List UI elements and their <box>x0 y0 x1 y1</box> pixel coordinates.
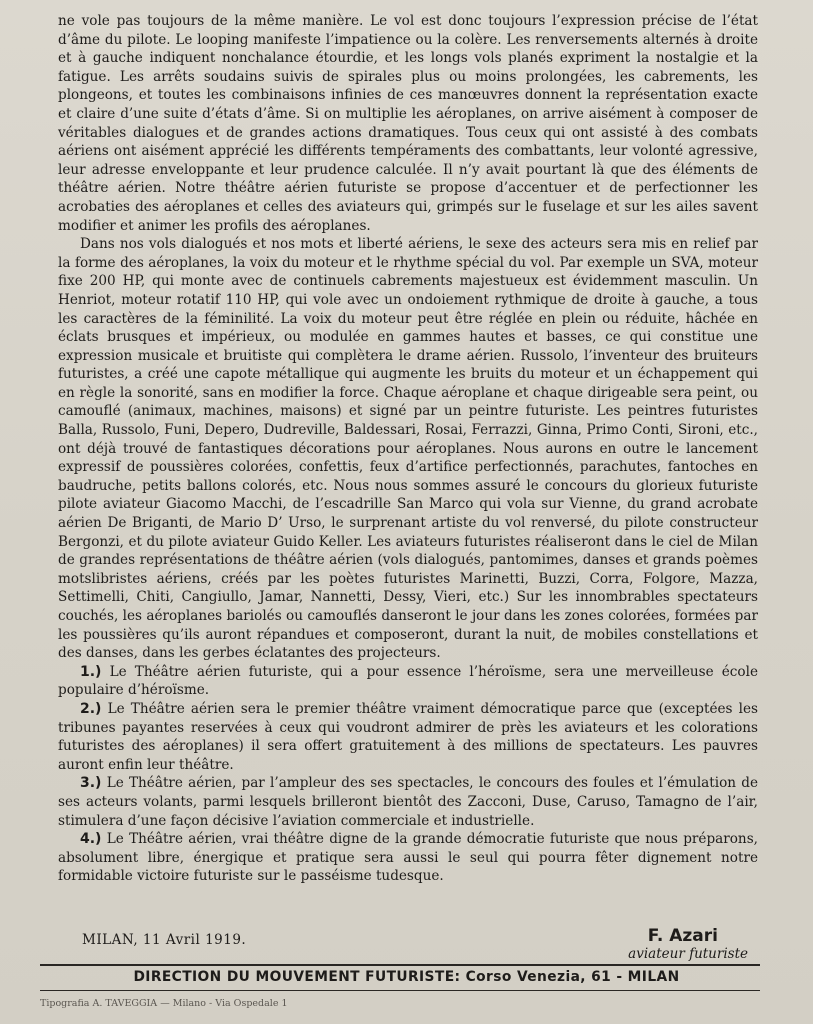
numbered-item-2 <box>58 700 758 774</box>
item-text: Le Théâtre aérien, par l’ampleur des ses spectacles, le concours des foules et l’émulation de ses acteurs volants, parmi lesquels brilleront bientôt des Zacconi, Duse, Caruso, Tamagno de l’air, stimulera d’une façon décisive l’aviation commerciale et industrielle. <box>58 775 758 829</box>
paragraph-1: ne vole pas toujours de la même manière. Le vol est donc toujours l’expression précise de l’état d’âme du pilote. Le looping manifeste l’impatience ou la colère. Les renversements alternés à droite et à gauche indiquent nonchalance étourdie, et les longs vols planés expriment la nostalgie et la fatigue. Les arrêts soudains suivis de spirales plus ou moins prolongées, les cabrements, les plongeons, et toutes les combinaisons infinies de ces manœuvres donnent la représentation exacte et claire d’une suite d’états d’âme. Si on multiplie les aéroplanes, on arrive aisément à composer de véritables dialogues et de grandes actions dramatiques. Tous ceux qui ont assisté à des combats aériens ont aisément apprécié les différents tempéraments des combattants, leur volonté agressive, leur adresse enveloppante et leur prudence calculée. Il n’y avait pourtant là que des éléments de théâtre aérien. Notre théâtre aérien futuriste se propose d’accentuer et de perfectionner les acrobaties des aéroplanes et celles des aviateurs qui, grimpés sur le fuselage et sur les ailes savent modifier et animer les profils des aéroplanes. <box>58 13 758 234</box>
item-text: Le Théâtre aérien futuriste, qui a pour essence l’héroïsme, sera une merveilleuse école populaire d’héroïsme. <box>58 663 758 699</box>
date-line: MILAN, 11 Avril 1919. <box>82 932 247 948</box>
footer-divider-bottom <box>40 990 760 991</box>
item-number: 3.) <box>80 775 102 792</box>
printer-credit: Tipografia A. TAVEGGIA — Milano - Via Ospedale 1 <box>40 998 288 1009</box>
numbered-item-4 <box>58 830 758 886</box>
item-number: 2.) <box>80 700 102 717</box>
paragraph-2: Dans nos vols dialogués et nos mots et liberté aériens, le sexe des acteurs sera mis en relief par la forme des aéroplanes, la voix du moteur et le rhythme spécial du vol. Par exemple un SVA, moteur fixe 200 HP, qui monte avec de continuels cabrements majestueux est évidemment masculin. Un Henriot, moteur rotatif 110 HP, qui vole avec un ondoiement rythmique de droite à gauche, a tous les caractères de la féminilité. La voix du moteur peut être réglée en plein ou réduite, hâchée en éclats brusques et impérieux, ou modulée en gammes hautes et basses, ce qui constitue une expression musicale et bruitiste qui complètera le drame aérien. Russolo, l’inventeur des bruiteurs futuristes, a créé une capote métallique qui augmente les bruits du moteur et un échappement qui en règle la sonorité, sans en modifier la force. Chaque aéroplane et chaque dirigeable sera peint, ou camouflé (animaux, machines, maisons) et signé par un peintre futuriste. Les peintres futuristes Balla, Russolo, Funi, Depero, Dudreville, Baldessari, Rosai, Ferrazzi, Ginna, Primo Conti, Sironi, etc., ont déjà trouvé de fantastiques décorations pour aéroplanes. Nous aurons en outre le lancement expressif de poussières colorées, confettis, feux d’artifice perfectionnés, parachutes, fantoches en baudruche, petits ballons colorés, etc. Nous nous sommes assuré le concours du glorieux futuriste pilote aviateur Giacomo Macchi, de l’escadrille San Marco qui vola sur Vienne, du grand acrobate aérien De Briganti, de Mario D’ Urso, le surprenant artiste du vol renversé, du pilote constructeur Bergonzi, et du pilote aviateur Guido Keller. Les aviateurs futuristes réaliseront dans le ciel de Milan de grandes représentations de théâtre aérien (vols dialogués, pantomimes, danses et grands poèmes motslibristes aériens, créés par les poètes futuristes Marinetti, Buzzi, Corra, Folgore, Mazza, Settimelli, Chiti, Cangiullo, Jamar, Nannetti, Dessy, Vieri, etc.) Sur les innombrables spectateurs couchés, les aéroplanes bariolés ou camouflés danseront le jour dans les zones colorées, formées par les poussières qu’ils auront répandues et composeront, durant la nuit, de mobiles constellations et des danses, dans les gerbes éclatantes des projecteurs. <box>58 236 758 662</box>
numbered-item-3 <box>58 774 758 830</box>
footer-address: DIRECTION DU MOUVEMENT FUTURISTE: Corso Venezia, 61 - MILAN <box>133 969 680 985</box>
item-number: 4.) <box>80 831 102 848</box>
numbered-item-1 <box>58 663 758 700</box>
body-text <box>58 12 758 886</box>
footer-divider <box>40 964 760 966</box>
author-title: aviateur futuriste <box>628 946 748 962</box>
signature-block <box>58 926 758 966</box>
item-number: 1.) <box>80 663 102 680</box>
author-name: F. Azari <box>647 926 718 946</box>
item-text: Le Théâtre aérien, vrai théâtre digne de la grande démocratie futuriste que nous préparons, absolument libre, énergique et pratique sera aussi le seul qui pourra fêter dignement notre formidable victoire futuriste sur le passéisme tudesque. <box>58 831 758 885</box>
item-text: Le Théâtre aérien sera le premier théâtre vraiment démocratique parce que (exceptées les tribunes payantes reservées à ceux qui voudront admirer de près les aviateurs et les colorations futuristes des aéroplanes) il sera offert gratuitement à des millions de spectateurs. Les pauvres auront enfin leur théâtre. <box>58 700 758 773</box>
